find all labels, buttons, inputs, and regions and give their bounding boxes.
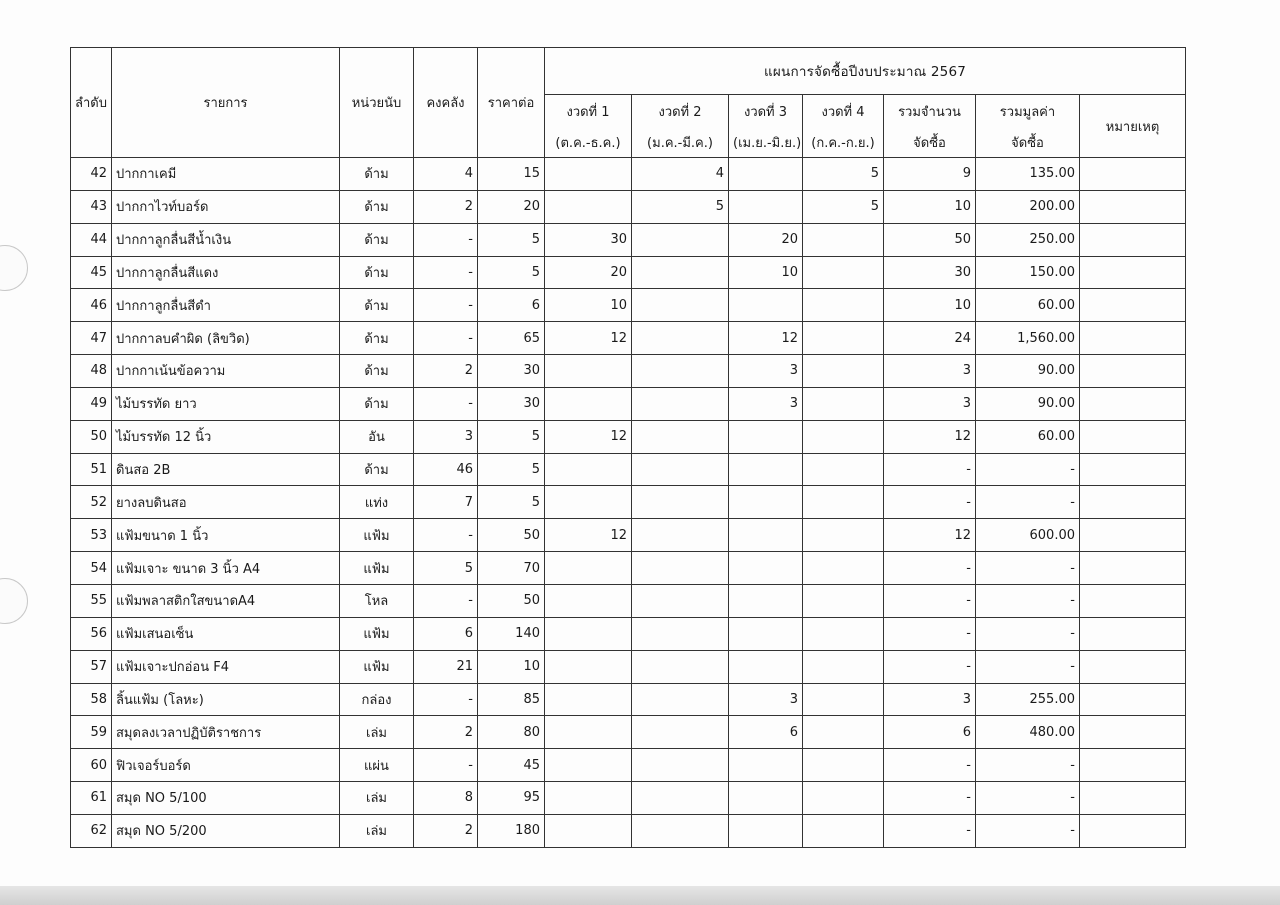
cell-unit: แฟ้ม xyxy=(340,552,414,585)
cell-q4 xyxy=(803,223,884,256)
cell-unit: ด้าม xyxy=(340,158,414,191)
cell-q2 xyxy=(632,552,729,585)
cell-q4 xyxy=(803,387,884,420)
cell-price: 5 xyxy=(478,453,545,486)
cell-q1 xyxy=(545,453,632,486)
cell-stock: - xyxy=(414,519,478,552)
cell-price: 50 xyxy=(478,519,545,552)
cell-price: 15 xyxy=(478,158,545,191)
cell-q4: 5 xyxy=(803,190,884,223)
header-total-qty-sub: จัดซื้อ xyxy=(884,127,976,158)
cell-q4 xyxy=(803,749,884,782)
cell-q3 xyxy=(729,552,803,585)
cell-total-qty: 6 xyxy=(884,716,976,749)
cell-item: ปากกาลูกลื่นสีแดง xyxy=(112,256,340,289)
cell-remark xyxy=(1080,683,1186,716)
cell-total-qty: - xyxy=(884,782,976,815)
cell-q2 xyxy=(632,256,729,289)
cell-total-value: 150.00 xyxy=(976,256,1080,289)
cell-q2 xyxy=(632,617,729,650)
cell-q2: 5 xyxy=(632,190,729,223)
cell-q3 xyxy=(729,158,803,191)
cell-remark xyxy=(1080,749,1186,782)
header-unit: หน่วยนับ xyxy=(340,48,414,158)
cell-q3: 3 xyxy=(729,387,803,420)
table-row xyxy=(71,158,1186,191)
cell-remark xyxy=(1080,355,1186,388)
cell-q3 xyxy=(729,190,803,223)
cell-stock: 46 xyxy=(414,453,478,486)
cell-no: 48 xyxy=(71,355,112,388)
cell-unit: ด้าม xyxy=(340,223,414,256)
header-q4-months: (ก.ค.-ก.ย.) xyxy=(803,127,884,158)
cell-stock: 7 xyxy=(414,486,478,519)
cell-total-qty: 9 xyxy=(884,158,976,191)
cell-total-value: - xyxy=(976,617,1080,650)
cell-stock: - xyxy=(414,683,478,716)
cell-q1 xyxy=(545,355,632,388)
cell-total-value: 480.00 xyxy=(976,716,1080,749)
cell-remark xyxy=(1080,519,1186,552)
cell-no: 52 xyxy=(71,486,112,519)
header-stock: คงคลัง xyxy=(414,48,478,158)
cell-total-qty: 10 xyxy=(884,289,976,322)
cell-unit: ด้าม xyxy=(340,355,414,388)
header-total-value-sub: จัดซื้อ xyxy=(976,127,1080,158)
cell-total-qty: 10 xyxy=(884,190,976,223)
cell-no: 53 xyxy=(71,519,112,552)
header-q3-months: (เม.ย.-มิ.ย.) xyxy=(729,127,803,158)
cell-q1 xyxy=(545,650,632,683)
cell-q2 xyxy=(632,322,729,355)
cell-q3: 3 xyxy=(729,683,803,716)
cell-price: 65 xyxy=(478,322,545,355)
cell-price: 180 xyxy=(478,814,545,847)
cell-unit: แฟ้ม xyxy=(340,650,414,683)
cell-remark xyxy=(1080,420,1186,453)
cell-q2 xyxy=(632,289,729,322)
cell-total-qty: 12 xyxy=(884,519,976,552)
cell-item: ปากกาลูกลื่นสีน้ำเงิน xyxy=(112,223,340,256)
cell-q1: 10 xyxy=(545,289,632,322)
cell-item: แฟ้มเจาะปกอ่อน F4 xyxy=(112,650,340,683)
cell-total-qty: 3 xyxy=(884,387,976,420)
cell-q3 xyxy=(729,749,803,782)
cell-unit: เล่ม xyxy=(340,782,414,815)
header-q3: งวดที่ 3 xyxy=(729,95,803,128)
cell-q2 xyxy=(632,650,729,683)
cell-q2 xyxy=(632,683,729,716)
cell-item: ปากกาเคมี xyxy=(112,158,340,191)
cell-price: 5 xyxy=(478,486,545,519)
table-row xyxy=(71,683,1186,716)
cell-remark xyxy=(1080,650,1186,683)
table-row xyxy=(71,552,1186,585)
table-row xyxy=(71,650,1186,683)
cell-q2 xyxy=(632,486,729,519)
cell-remark xyxy=(1080,190,1186,223)
cell-stock: 2 xyxy=(414,716,478,749)
cell-no: 57 xyxy=(71,650,112,683)
cell-total-qty: 30 xyxy=(884,256,976,289)
punch-hole xyxy=(0,578,28,624)
cell-q4 xyxy=(803,453,884,486)
cell-q3 xyxy=(729,814,803,847)
cell-unit: ด้าม xyxy=(340,387,414,420)
cell-remark xyxy=(1080,716,1186,749)
cell-price: 80 xyxy=(478,716,545,749)
table-row xyxy=(71,256,1186,289)
header-q2-months: (ม.ค.-มี.ค.) xyxy=(632,127,729,158)
cell-total-value: - xyxy=(976,814,1080,847)
cell-no: 42 xyxy=(71,158,112,191)
cell-q2 xyxy=(632,814,729,847)
table-header xyxy=(71,48,1186,158)
cell-q2 xyxy=(632,519,729,552)
cell-q1 xyxy=(545,584,632,617)
cell-no: 55 xyxy=(71,584,112,617)
cell-q4 xyxy=(803,355,884,388)
table-row xyxy=(71,584,1186,617)
cell-total-value: - xyxy=(976,453,1080,486)
cell-q4 xyxy=(803,289,884,322)
cell-price: 140 xyxy=(478,617,545,650)
cell-q1 xyxy=(545,158,632,191)
cell-item: ดินสอ 2B xyxy=(112,453,340,486)
cell-unit: เล่ม xyxy=(340,814,414,847)
table-row xyxy=(71,814,1186,847)
cell-q3 xyxy=(729,782,803,815)
cell-total-qty: 3 xyxy=(884,355,976,388)
cell-unit: แฟ้ม xyxy=(340,617,414,650)
cell-unit: แท่ง xyxy=(340,486,414,519)
cell-unit: ด้าม xyxy=(340,289,414,322)
cell-q2: 4 xyxy=(632,158,729,191)
cell-stock: 21 xyxy=(414,650,478,683)
cell-remark xyxy=(1080,223,1186,256)
cell-item: ไม้บรรทัด 12 นิ้ว xyxy=(112,420,340,453)
cell-item: สมุดลงเวลาปฏิบัติราชการ xyxy=(112,716,340,749)
header-seq: ลำดับ xyxy=(71,48,112,158)
cell-no: 51 xyxy=(71,453,112,486)
table-body xyxy=(71,158,1186,848)
cell-remark xyxy=(1080,322,1186,355)
cell-unit: ด้าม xyxy=(340,322,414,355)
cell-q3 xyxy=(729,420,803,453)
cell-price: 85 xyxy=(478,683,545,716)
cell-total-value: 60.00 xyxy=(976,420,1080,453)
cell-price: 45 xyxy=(478,749,545,782)
cell-stock: - xyxy=(414,322,478,355)
cell-unit: ด้าม xyxy=(340,256,414,289)
table-row xyxy=(71,716,1186,749)
cell-q1: 20 xyxy=(545,256,632,289)
cell-q3 xyxy=(729,453,803,486)
cell-stock: - xyxy=(414,223,478,256)
cell-total-value: 600.00 xyxy=(976,519,1080,552)
cell-price: 50 xyxy=(478,584,545,617)
cell-q3 xyxy=(729,289,803,322)
cell-no: 45 xyxy=(71,256,112,289)
cell-total-value: - xyxy=(976,486,1080,519)
cell-item: แฟ้มเจาะ ขนาด 3 นิ้ว A4 xyxy=(112,552,340,585)
cell-no: 44 xyxy=(71,223,112,256)
cell-q2 xyxy=(632,749,729,782)
cell-remark xyxy=(1080,486,1186,519)
header-remark: หมายเหตุ xyxy=(1080,95,1186,158)
cell-price: 5 xyxy=(478,223,545,256)
cell-q4 xyxy=(803,683,884,716)
cell-q3: 12 xyxy=(729,322,803,355)
cell-price: 20 xyxy=(478,190,545,223)
cell-stock: 2 xyxy=(414,814,478,847)
cell-remark xyxy=(1080,158,1186,191)
cell-q1 xyxy=(545,814,632,847)
cell-q1 xyxy=(545,716,632,749)
cell-remark xyxy=(1080,289,1186,322)
cell-q3 xyxy=(729,519,803,552)
cell-stock: 2 xyxy=(414,355,478,388)
cell-total-qty: - xyxy=(884,584,976,617)
header-q1-months: (ต.ค.-ธ.ค.) xyxy=(545,127,632,158)
table-row xyxy=(71,190,1186,223)
scan-edge xyxy=(0,886,1280,905)
cell-total-qty: - xyxy=(884,486,976,519)
cell-unit: กล่อง xyxy=(340,683,414,716)
cell-item: สมุด NO 5/200 xyxy=(112,814,340,847)
table-row xyxy=(71,387,1186,420)
cell-total-qty: 12 xyxy=(884,420,976,453)
cell-total-value: 1,560.00 xyxy=(976,322,1080,355)
header-q4: งวดที่ 4 xyxy=(803,95,884,128)
cell-item: ฟิวเจอร์บอร์ด xyxy=(112,749,340,782)
cell-q4 xyxy=(803,716,884,749)
cell-stock: 2 xyxy=(414,190,478,223)
table-row xyxy=(71,289,1186,322)
cell-q4 xyxy=(803,650,884,683)
cell-remark xyxy=(1080,814,1186,847)
cell-total-value: - xyxy=(976,650,1080,683)
cell-no: 47 xyxy=(71,322,112,355)
header-plan-title: แผนการจัดซื้อปีงบประมาณ 2567 xyxy=(545,48,1186,95)
cell-unit: แผ่น xyxy=(340,749,414,782)
cell-q3: 3 xyxy=(729,355,803,388)
table-row xyxy=(71,223,1186,256)
cell-q4 xyxy=(803,256,884,289)
cell-total-value: - xyxy=(976,782,1080,815)
cell-item: สมุด NO 5/100 xyxy=(112,782,340,815)
cell-no: 56 xyxy=(71,617,112,650)
cell-unit: เล่ม xyxy=(340,716,414,749)
cell-item: แฟ้มพลาสติกใสขนาดA4 xyxy=(112,584,340,617)
cell-item: แฟ้มเสนอเซ็น xyxy=(112,617,340,650)
cell-q2 xyxy=(632,420,729,453)
cell-q1: 12 xyxy=(545,519,632,552)
cell-unit: โหล xyxy=(340,584,414,617)
cell-q1: 12 xyxy=(545,420,632,453)
cell-q4: 5 xyxy=(803,158,884,191)
header-q2: งวดที่ 2 xyxy=(632,95,729,128)
cell-no: 54 xyxy=(71,552,112,585)
cell-price: 5 xyxy=(478,420,545,453)
cell-q4 xyxy=(803,584,884,617)
cell-stock: 8 xyxy=(414,782,478,815)
cell-total-value: - xyxy=(976,584,1080,617)
cell-q1 xyxy=(545,749,632,782)
cell-remark xyxy=(1080,584,1186,617)
table-row xyxy=(71,782,1186,815)
table-row xyxy=(71,486,1186,519)
cell-q3: 20 xyxy=(729,223,803,256)
table-row xyxy=(71,519,1186,552)
cell-price: 10 xyxy=(478,650,545,683)
cell-price: 95 xyxy=(478,782,545,815)
cell-q4 xyxy=(803,552,884,585)
cell-remark xyxy=(1080,552,1186,585)
table-row xyxy=(71,420,1186,453)
cell-no: 50 xyxy=(71,420,112,453)
cell-item: ลิ้นแฟ้ม (โลหะ) xyxy=(112,683,340,716)
cell-total-value: 90.00 xyxy=(976,355,1080,388)
cell-total-value: 200.00 xyxy=(976,190,1080,223)
cell-total-value: 90.00 xyxy=(976,387,1080,420)
cell-unit: ด้าม xyxy=(340,190,414,223)
cell-total-qty: - xyxy=(884,650,976,683)
cell-remark xyxy=(1080,387,1186,420)
cell-stock: - xyxy=(414,749,478,782)
cell-item: ปากกาลบคำผิด (ลิขวิด) xyxy=(112,322,340,355)
cell-q1: 12 xyxy=(545,322,632,355)
cell-unit: ด้าม xyxy=(340,453,414,486)
cell-q2 xyxy=(632,387,729,420)
table-row xyxy=(71,355,1186,388)
cell-remark xyxy=(1080,453,1186,486)
cell-q2 xyxy=(632,584,729,617)
cell-total-value: 250.00 xyxy=(976,223,1080,256)
cell-remark xyxy=(1080,617,1186,650)
cell-q2 xyxy=(632,355,729,388)
cell-q1 xyxy=(545,387,632,420)
header-total-value: รวมมูลค่า xyxy=(976,95,1080,128)
cell-remark xyxy=(1080,256,1186,289)
cell-price: 30 xyxy=(478,387,545,420)
cell-no: 62 xyxy=(71,814,112,847)
cell-item: แฟ้มขนาด 1 นิ้ว xyxy=(112,519,340,552)
cell-total-qty: - xyxy=(884,453,976,486)
cell-no: 60 xyxy=(71,749,112,782)
cell-q3 xyxy=(729,617,803,650)
cell-q3 xyxy=(729,486,803,519)
cell-no: 46 xyxy=(71,289,112,322)
cell-q3 xyxy=(729,584,803,617)
cell-total-value: 135.00 xyxy=(976,158,1080,191)
cell-stock: 5 xyxy=(414,552,478,585)
header-total-qty: รวมจำนวน xyxy=(884,95,976,128)
cell-q2 xyxy=(632,453,729,486)
cell-q4 xyxy=(803,782,884,815)
table-row xyxy=(71,749,1186,782)
cell-total-qty: 24 xyxy=(884,322,976,355)
cell-stock: 6 xyxy=(414,617,478,650)
cell-price: 5 xyxy=(478,256,545,289)
cell-total-value: - xyxy=(976,552,1080,585)
cell-price: 6 xyxy=(478,289,545,322)
cell-no: 43 xyxy=(71,190,112,223)
cell-q3: 10 xyxy=(729,256,803,289)
cell-q4 xyxy=(803,420,884,453)
table-row xyxy=(71,617,1186,650)
cell-no: 58 xyxy=(71,683,112,716)
cell-q3 xyxy=(729,650,803,683)
cell-stock: - xyxy=(414,256,478,289)
cell-unit: อัน xyxy=(340,420,414,453)
cell-q4 xyxy=(803,617,884,650)
cell-unit: แฟ้ม xyxy=(340,519,414,552)
cell-stock: 4 xyxy=(414,158,478,191)
cell-stock: - xyxy=(414,289,478,322)
cell-total-qty: 50 xyxy=(884,223,976,256)
cell-q1 xyxy=(545,552,632,585)
cell-price: 70 xyxy=(478,552,545,585)
cell-item: ยางลบดินสอ xyxy=(112,486,340,519)
table-row xyxy=(71,322,1186,355)
cell-q1 xyxy=(545,683,632,716)
cell-q2 xyxy=(632,782,729,815)
cell-q1 xyxy=(545,190,632,223)
cell-total-qty: - xyxy=(884,617,976,650)
cell-no: 61 xyxy=(71,782,112,815)
cell-q4 xyxy=(803,486,884,519)
procurement-plan-table xyxy=(70,47,1186,848)
cell-total-value: - xyxy=(976,749,1080,782)
cell-stock: - xyxy=(414,584,478,617)
header-price: ราคาต่อ xyxy=(478,48,545,158)
cell-total-qty: - xyxy=(884,814,976,847)
cell-q2 xyxy=(632,223,729,256)
cell-total-value: 60.00 xyxy=(976,289,1080,322)
cell-q1 xyxy=(545,782,632,815)
cell-remark xyxy=(1080,782,1186,815)
cell-total-value: 255.00 xyxy=(976,683,1080,716)
cell-total-qty: 3 xyxy=(884,683,976,716)
cell-stock: - xyxy=(414,387,478,420)
header-item: รายการ xyxy=(112,48,340,158)
cell-stock: 3 xyxy=(414,420,478,453)
cell-price: 30 xyxy=(478,355,545,388)
table-row xyxy=(71,453,1186,486)
cell-item: ปากกาลูกลื่นสีดำ xyxy=(112,289,340,322)
cell-item: ปากกาไวท์บอร์ด xyxy=(112,190,340,223)
cell-q4 xyxy=(803,814,884,847)
cell-item: ปากกาเน้นข้อความ xyxy=(112,355,340,388)
cell-q2 xyxy=(632,716,729,749)
cell-no: 59 xyxy=(71,716,112,749)
cell-no: 49 xyxy=(71,387,112,420)
cell-q1: 30 xyxy=(545,223,632,256)
punch-hole xyxy=(0,245,28,291)
cell-q4 xyxy=(803,322,884,355)
cell-q3: 6 xyxy=(729,716,803,749)
cell-total-qty: - xyxy=(884,749,976,782)
cell-q1 xyxy=(545,486,632,519)
header-q1: งวดที่ 1 xyxy=(545,95,632,128)
cell-total-qty: - xyxy=(884,552,976,585)
cell-q1 xyxy=(545,617,632,650)
cell-item: ไม้บรรทัด ยาว xyxy=(112,387,340,420)
cell-q4 xyxy=(803,519,884,552)
